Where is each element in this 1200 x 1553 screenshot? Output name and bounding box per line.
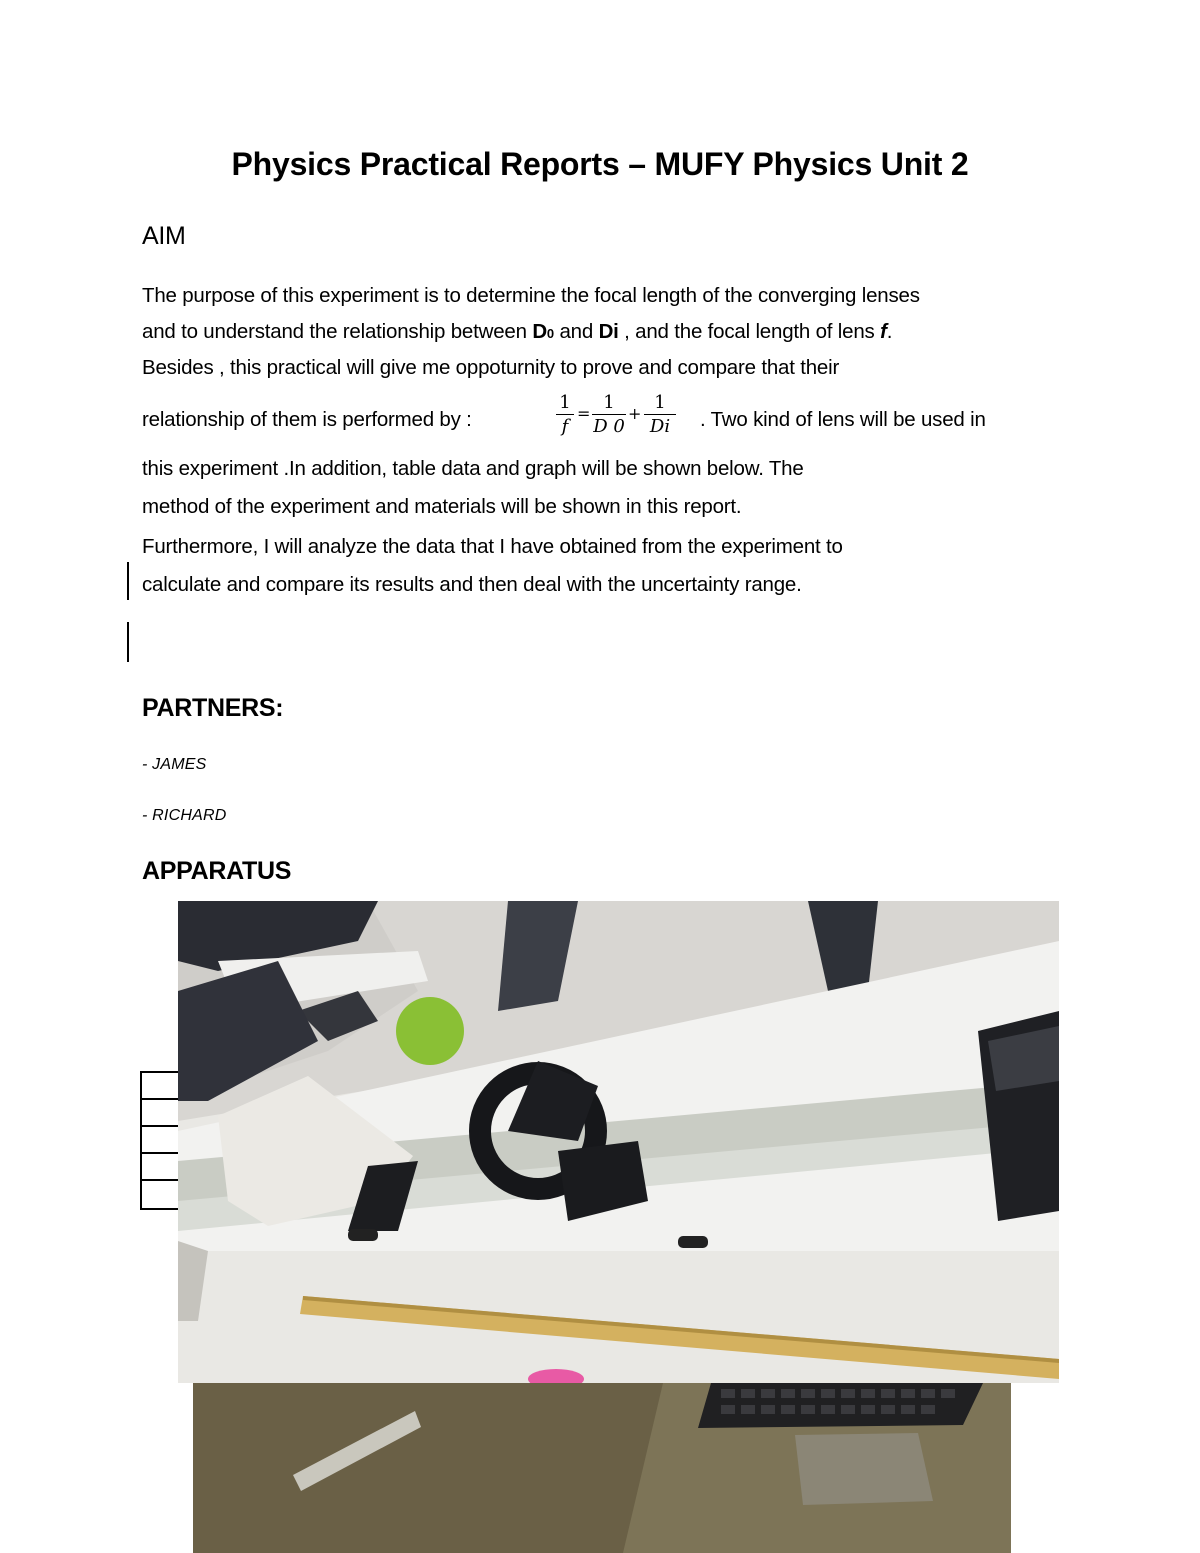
aim-line-2 xyxy=(142,320,1072,346)
aim-line-3: Besides , this practical will give me oppoturnity to prove and compare that their xyxy=(142,356,840,379)
formula-frac-3: 1 Di xyxy=(644,392,676,439)
formula-plus: + xyxy=(628,404,642,423)
f-symbol: f xyxy=(880,320,887,343)
aim-line-8: calculate and compare its results and then deal with the uncertainty range. xyxy=(142,573,802,596)
lens-formula xyxy=(552,392,692,446)
apparatus-photo-laptop xyxy=(193,1383,1011,1553)
formula-equals: = xyxy=(577,404,591,423)
aim-line-5: this experiment .In addition, table data and graph will be shown below. The xyxy=(142,457,804,480)
text-cursor-2 xyxy=(127,622,129,662)
table-fragment xyxy=(140,1071,180,1210)
apparatus-photo-optical-bench-art xyxy=(178,901,1059,1383)
partner-item: - JAMES xyxy=(142,756,207,773)
aim-line-6: method of the experiment and materials will be shown in this report. xyxy=(142,495,742,518)
aim-line-1: The purpose of this experiment is to determine the focal length of the converging lenses xyxy=(142,284,920,307)
aim-line-2-text-e: , and the focal length of lens xyxy=(618,320,881,343)
partner-item: - RICHARD xyxy=(142,807,227,824)
text-cursor-1 xyxy=(127,562,129,600)
apparatus-heading: APPARATUS xyxy=(142,857,292,885)
partners-heading: PARTNERS: xyxy=(142,694,284,722)
apparatus-photo-laptop-art xyxy=(193,1383,1011,1553)
aim-line-2-text-c: and xyxy=(553,320,599,343)
apparatus-photo-optical-bench xyxy=(178,901,1059,1383)
aim-line-2-text-g: . xyxy=(886,320,893,343)
aim-line-4a: relationship of them is performed by : xyxy=(142,408,472,431)
formula-frac-1: 1 f xyxy=(556,392,574,439)
aim-line-2-text-a: and to understand the relationship between xyxy=(142,320,533,343)
aim-line-7: Furthermore, I will analyze the data that I have obtained from the experiment to xyxy=(142,535,843,558)
page-title: Physics Practical Reports – MUFY Physics Unit 2 xyxy=(231,146,969,182)
aim-heading: AIM xyxy=(142,222,186,250)
aim-line-4b: . Two kind of lens will be used in xyxy=(700,408,986,431)
do-subscript: 0 xyxy=(546,326,554,341)
di-symbol: Di xyxy=(598,320,619,343)
formula-frac-2: 1 D 0 xyxy=(593,392,625,437)
do-symbol: D0 xyxy=(532,320,554,343)
